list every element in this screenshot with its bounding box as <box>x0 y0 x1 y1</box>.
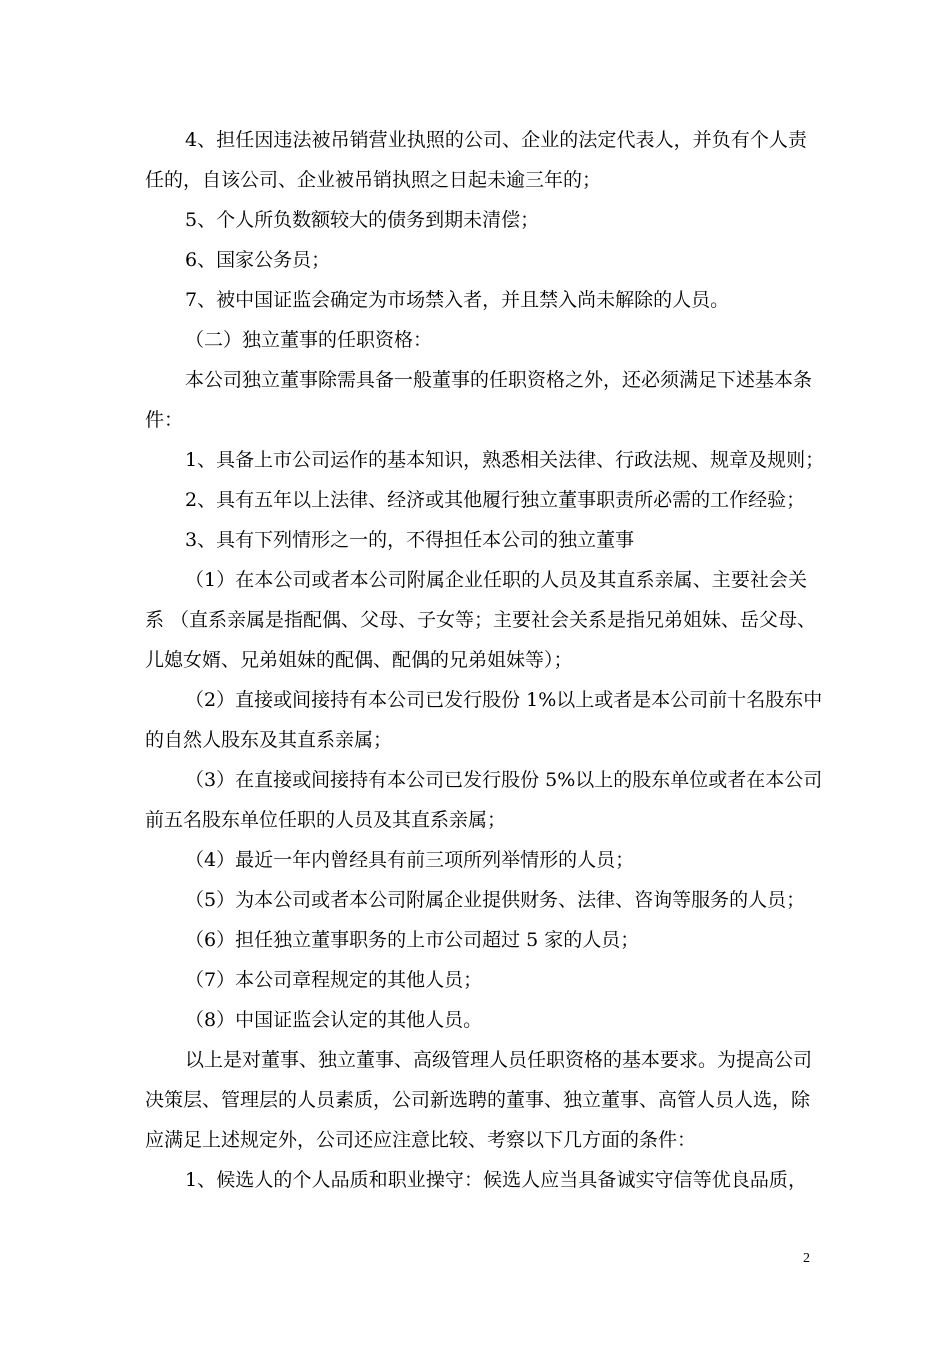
text-line-2: 任的，自该公司、企业被吊销执照之日起未逾三年的； <box>145 169 602 191</box>
text-line-24: 以上是对董事、独立董事、高级管理人员任职资格的基本要求。为提高公司 <box>185 1049 813 1071</box>
text-line-10: 2、具有五年以上法律、经济或其他履行独立董事职责所必需的工作经验； <box>185 489 806 511</box>
text-line-13: 系 （直系亲属是指配偶、父母、子女等；主要社会关系是指兄弟姐妹、岳父母、 <box>145 609 817 631</box>
text-line-5: 7、被中国证监会确定为市场禁入者，并且禁入尚未解除的人员。 <box>185 289 730 311</box>
text-line-21: （6）担任独立董事职务的上市公司超过 5 家的人员； <box>185 929 640 951</box>
text-line-11: 3、具有下列情形之一的，不得担任本公司的独立董事 <box>185 529 635 551</box>
text-line-7: 本公司独立董事除需具备一般董事的任职资格之外，还必须满足下述基本条 <box>185 369 813 391</box>
text-line-26: 应满足上述规定外，公司还应注意比较、考察以下几方面的条件： <box>145 1129 697 1151</box>
text-line-4: 6、国家公务员； <box>185 249 331 271</box>
text-line-23: （8）中国证监会认定的其他人员。 <box>185 1009 483 1031</box>
text-line-14: 儿媳女婿、兄弟姐妹的配偶、配偶的兄弟姐妹等）； <box>145 649 573 671</box>
text-line-12: （1）在本公司或者本公司附属企业任职的人员及其直系亲属、主要社会关 <box>185 569 807 591</box>
text-line-17: （3）在直接或间接持有本公司已发行股份 5%以上的股东单位或者在本公司 <box>185 769 823 791</box>
section-heading: （二）独立董事的任职资格： <box>185 329 433 351</box>
text-line-15: （2）直接或间接持有本公司已发行股份 1%以上或者是本公司前十名股东中 <box>185 689 823 711</box>
text-line-16: 的自然人股东及其直系亲属； <box>145 729 393 751</box>
text-line-1: 4、担任因违法被吊销营业执照的公司、企业的法定代表人，并负有个人责 <box>185 129 807 151</box>
text-line-22: （7）本公司章程规定的其他人员； <box>185 969 483 991</box>
text-line-20: （5）为本公司或者本公司附属企业提供财务、法律、咨询等服务的人员； <box>185 889 806 911</box>
text-line-9: 1、具备上市公司运作的基本知识，熟悉相关法律、行政法规、规章及规则； <box>185 449 825 471</box>
text-line-18: 前五名股东单位任职的人员及其直系亲属； <box>145 809 507 831</box>
text-line-8: 件： <box>145 409 184 431</box>
page-number: 2 <box>803 1251 810 1266</box>
text-line-25: 决策层、管理层的人员素质，公司新选聘的董事、独立董事、高管人员人选，除 <box>145 1089 811 1111</box>
text-line-27: 1、候选人的个人品质和职业操守：候选人应当具备诚实守信等优良品质， <box>185 1169 807 1191</box>
text-line-19: （4）最近一年内曾经具有前三项所列举情形的人员； <box>185 849 635 871</box>
text-line-3: 5、个人所负数额较大的债务到期未清偿； <box>185 209 540 231</box>
